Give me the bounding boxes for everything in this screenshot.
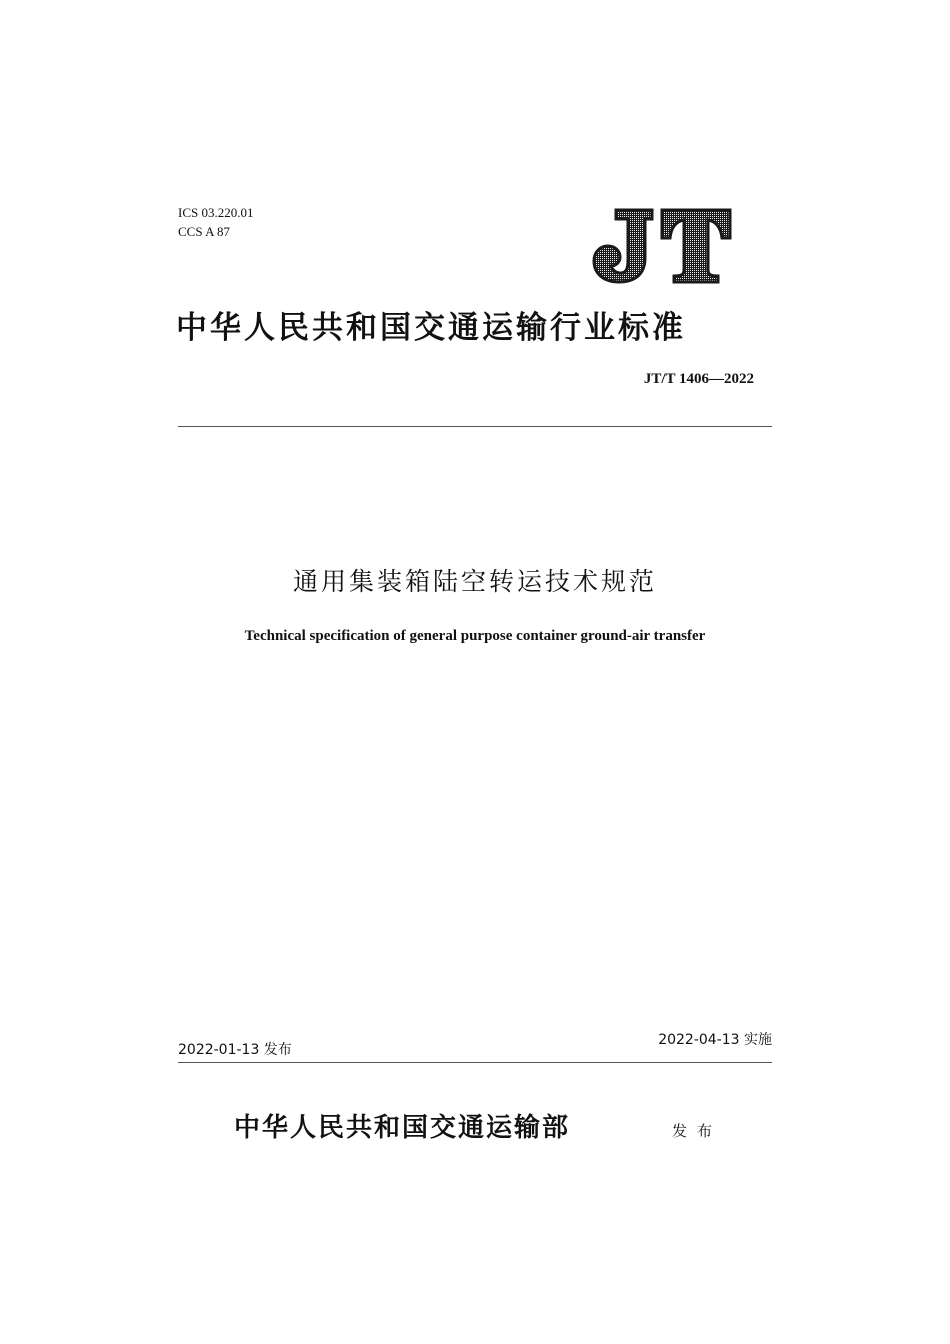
top-divider	[178, 426, 772, 427]
issue-label: 发布	[672, 1122, 723, 1140]
ccs-code: CCS A 87	[178, 224, 231, 239]
title-chinese: 通用集装箱陆空转运技术规范	[292, 567, 657, 596]
ics-code: ICS 03.220.01	[178, 205, 254, 220]
issue-date: 2022-01-13 发布	[178, 1042, 292, 1058]
jt-logo	[592, 208, 732, 284]
implementation-date: 2022-04-13 实施	[658, 1032, 772, 1048]
standard-category: 中华人民共和国交通运输行业标准	[176, 310, 686, 346]
issuer-name: 中华人民共和国交通运输部	[234, 1113, 571, 1143]
standard-number: JT/T 1406—2022	[643, 371, 754, 387]
bottom-divider	[178, 1062, 772, 1063]
title-english: Technical specification of general purpose container ground-air transfer	[244, 628, 706, 644]
